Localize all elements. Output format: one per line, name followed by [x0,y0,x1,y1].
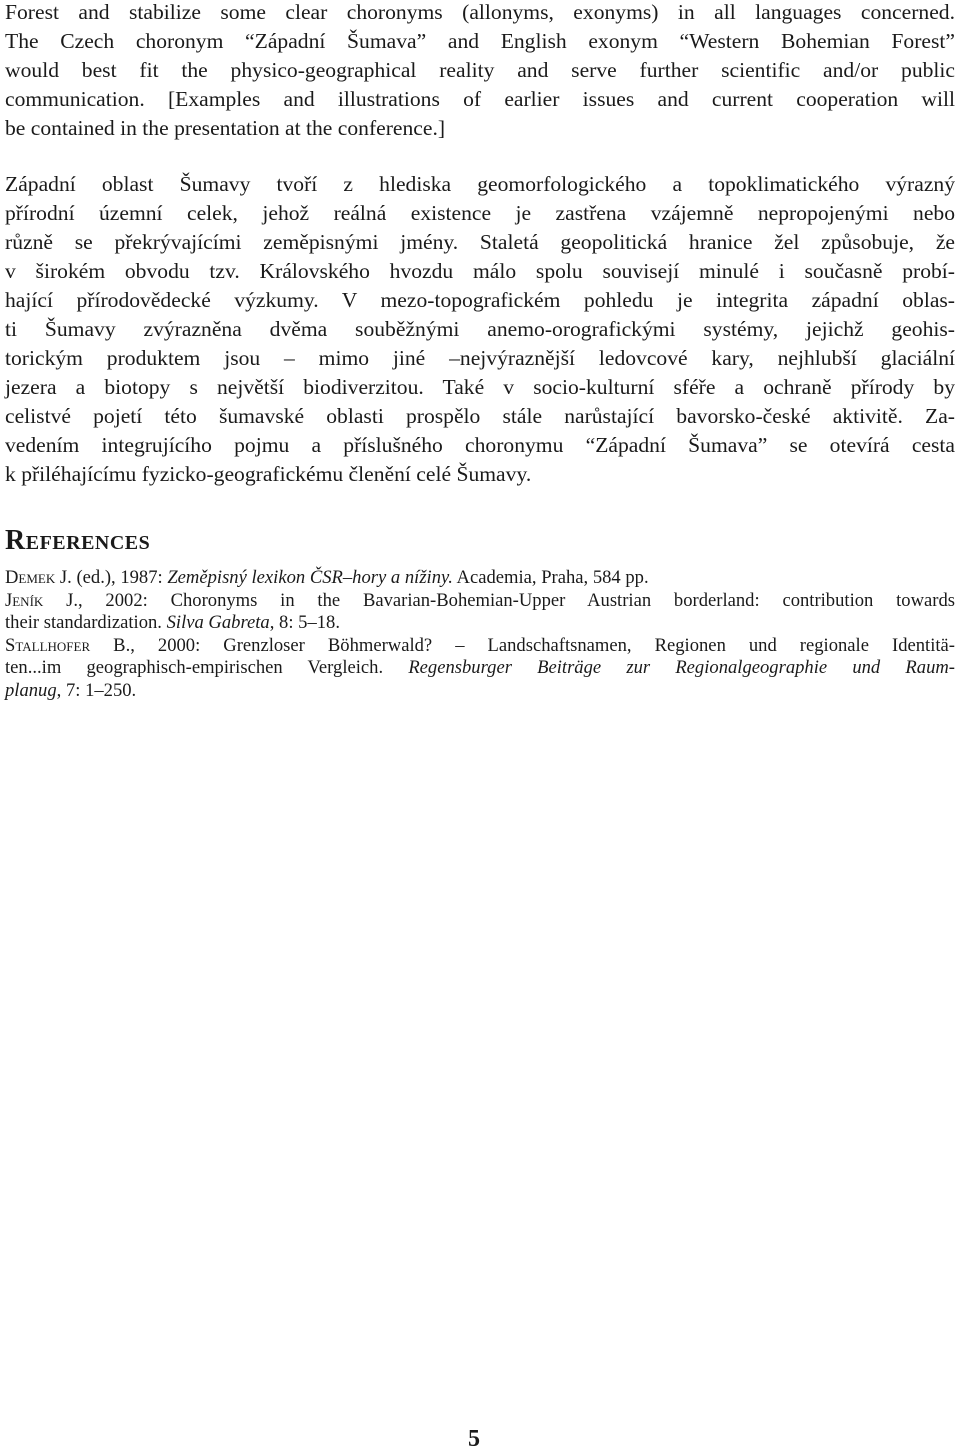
text-line: The Czech choronym “Západní Šumava” and English exonym “Western Bohemian Forest” [5,29,955,53]
reference-journal: Silva Gabreta [166,612,270,633]
reference-text: J., 2002: Choronyms in the Bavarian-Bohemian-Upper Austrian borderland: contribution towards [43,589,955,611]
reference-author: Demek [5,567,56,588]
reference-author: Jeník [5,589,44,611]
text-line: v širokém obvodu tzv. Královského hvozdu málo spolu souvisejí minulé i současně probí- [5,259,955,283]
reference-journal: Regensburger Beiträge zur Regionalgeographie und Raum- [408,657,956,678]
page-number: 5 [468,1426,480,1452]
text-line: celistvé pojetí této šumavské oblasti prospělo stále narůstající bavorsko-české aktivitě. Za- [5,404,955,428]
reference-text: J. (ed.), 1987: [55,567,168,588]
reference-line [5,567,955,590]
reference-list [5,567,955,702]
reference-item [5,567,955,590]
references-heading-initial: R [5,525,26,556]
reference-line [5,612,955,635]
reference-item [5,590,955,635]
paragraph-english [5,0,955,143]
reference-text: ten...im geographisch-empirischen Vergleich. [5,657,409,678]
text-line: Forest and stabilize some clear choronyms (allonyms, exonyms) in all languages concerned. [5,0,955,24]
reference-line [5,657,955,680]
text-line: torickým produktem jsou – mimo jiné –nejvýraznější ledovcové kary, nejhlubší glaciální [5,346,955,370]
reference-text: , 7: 1–250. [56,679,137,701]
references-heading-rest: EFERENCES [25,532,151,554]
text-line: communication. [Examples and illustrations of earlier issues and current cooperation will [5,87,955,111]
reference-title: Zeměpisný lexikon ČSR–hory a nížiny. [167,567,453,588]
text-line: ti Šumavy zvýrazněna dvěma souběžnými anemo-orografickými systémy, jejichž geohis- [5,317,955,341]
reference-line [5,635,955,658]
reference-text: , 8: 5–18. [269,612,340,633]
text-line: hající přírodovědecké výzkumy. V mezo-topografickém pohledu je integrita západní oblas- [5,288,955,312]
text-line: would best fit the physico-geographical reality and serve further scientific and/or public [5,58,955,82]
text-line: vedením integrujícího pojmu a příslušného choronymu “Západní Šumava” se otevírá cesta [5,433,955,457]
reference-journal: planug [5,679,57,701]
references-heading [5,525,150,557]
text-line: jezera a biotopy s největší biodiverzitou. Také v socio-kulturní sféře a ochraně přírody by [5,375,955,399]
text-line: různě se překrývajícími zeměpisnými jmény. Staletá geopolitická hranice žel způsobuje, že [5,230,955,254]
reference-line [5,680,955,703]
reference-line [5,590,955,613]
text-line: Západní oblast Šumavy tvoří z hlediska geomorfologického a topoklimatického výrazný [5,172,955,196]
reference-item [5,635,955,703]
reference-text: their standardization. [5,612,167,633]
text-line: přírodní územní celek, jehož reálná existence je zastřena vzájemně nepropojenými nebo [5,201,955,225]
text-line: k přiléhajícímu fyzicko-geografickému členění celé Šumavy. [5,462,532,486]
paragraph-czech [5,170,955,489]
reference-text: B., 2000: Grenzloser Böhmerwald? – Landschaftsnamen, Regionen und regionale Identitä- [90,634,955,656]
reference-text: Academia, Praha, 584 pp. [452,567,649,588]
reference-author: Stallhofer [5,634,91,656]
text-line: be contained in the presentation at the conference.] [5,116,446,140]
